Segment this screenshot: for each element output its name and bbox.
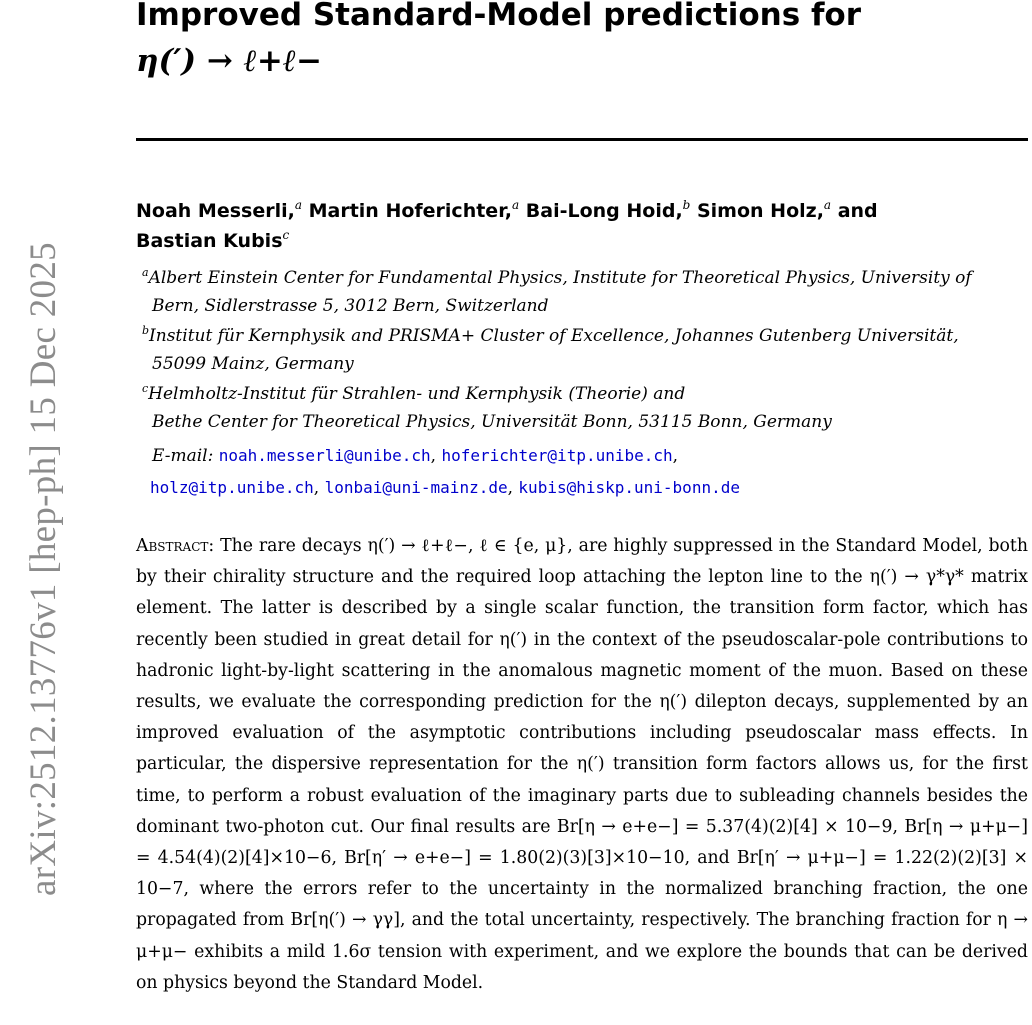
title-rule xyxy=(136,138,1028,141)
arxiv-stamp: arXiv:2512.13776v1 [hep-ph] 15 Dec 2025 xyxy=(23,242,64,896)
paper-title xyxy=(136,0,1016,84)
author-name: Bai-Long Hoid, xyxy=(525,200,683,222)
affiliation-mark: b xyxy=(142,324,150,337)
affiliation-a xyxy=(142,264,1028,320)
author-name: Martin Hoferichter, xyxy=(308,200,512,222)
author-affil-mark: a xyxy=(294,198,302,212)
author-name: Bastian Kubis xyxy=(136,230,283,252)
affiliation-line-2: 55099 Mainz, Germany xyxy=(152,354,354,374)
abstract-text: The rare decays η(′) → ℓ+ℓ−, ℓ ∈ {e, μ}, are highly suppressed in the Standard Model, both by their chirality structure and the required loop attaching the lepton line to the η(′) → γ*γ* matrix element. The latter is described by a single scalar function, the transition form factor, which has recently been studied in great detail for η(′) in the context of the pseudoscalar-pole contributions to hadronic light-by-light scattering in the anomalous magnetic moment of the muon. Based on these results, we evaluate the corresponding prediction for the η(′) dilepton decays, supplemented by an improved evaluation of the asymptotic contributions including pseudoscalar mass effects. In particular, the dispersive representation for the η(′) transition form factors allows us, for the first time, to perform a robust evaluation of the imaginary parts due to subleading channels besides the dominant two-photon cut. Our final results are Br[η → e+e−] = 5.37(4)(2)[4] × 10−9, Br[η → μ+μ−] = 4.54(4)(2)[4]×10−6, Br[η′ → e+e−] = 1.80(2)(3)[3]×10−10, and Br[η′ → μ+μ−] = 1.22(2)(2)[3] × 10−7, where the errors refer to the uncertainty in the normalized branching fraction, the one propagated from Br[η(′) → γγ], and the total uncertainty, respectively. The branching fraction for η → μ+μ− exhibits a mild 1.6σ tension with experiment, and we explore the bounds that can be derived on physics beyond the Standard Model. xyxy=(136,536,1028,993)
email-link-hoid[interactable]: lonbai@uni-mainz.de xyxy=(324,478,508,497)
email-label: E-mail: xyxy=(152,446,214,466)
author-affil-mark: a xyxy=(512,198,520,212)
author-name: Simon Holz, xyxy=(696,200,824,222)
affiliation-mark: c xyxy=(142,382,149,395)
email-link-messerli[interactable]: noah.messerli@unibe.ch xyxy=(218,446,431,465)
author-conjunction: and xyxy=(837,200,878,222)
author-affil-mark: b xyxy=(682,198,691,212)
abstract xyxy=(136,531,1028,999)
author-list xyxy=(136,196,1016,256)
email-link-hoferichter[interactable]: hoferichter@itp.unibe.ch xyxy=(441,446,673,465)
affiliation-line-1: Institut für Kernphysik and PRISMA+ Cluster of Excellence, Johannes Gutenberg Universität, xyxy=(149,326,959,346)
affiliation-line-1: Albert Einstein Center for Fundamental Physics, Institute for Theoretical Physics, University of xyxy=(148,268,972,288)
email-block: E-mail: noah.messerli@unibe.ch, hoferichter@itp.unibe.ch, holz@itp.unibe.ch, lonbai@uni-mainz.de, kubis@hiskp.uni-bonn.de xyxy=(150,446,740,498)
title-line-2: η(′) → ℓ+ℓ− xyxy=(136,43,323,79)
author-affil-mark: c xyxy=(282,228,290,242)
affiliation-mark: a xyxy=(142,266,149,279)
abstract-heading: Abstract: xyxy=(136,536,215,556)
affiliation-line-2: Bethe Center for Theoretical Physics, Universität Bonn, 53115 Bonn, Germany xyxy=(152,412,832,432)
title-line-1: Improved Standard-Model predictions for xyxy=(136,0,862,33)
affiliation-line-2: Bern, Sidlerstrasse 5, 3012 Bern, Switzerland xyxy=(152,296,549,316)
affiliation-b xyxy=(142,322,1028,378)
author-name: Noah Messerli, xyxy=(136,200,295,222)
affiliation-c xyxy=(142,380,1028,436)
email-link-holz[interactable]: holz@itp.unibe.ch xyxy=(150,478,314,497)
affiliation-line-1: Helmholtz-Institut für Strahlen- und Kernphysik (Theorie) and xyxy=(148,384,686,404)
email-link-kubis[interactable]: kubis@hiskp.uni-bonn.de xyxy=(518,478,740,497)
author-affil-mark: a xyxy=(823,198,832,212)
